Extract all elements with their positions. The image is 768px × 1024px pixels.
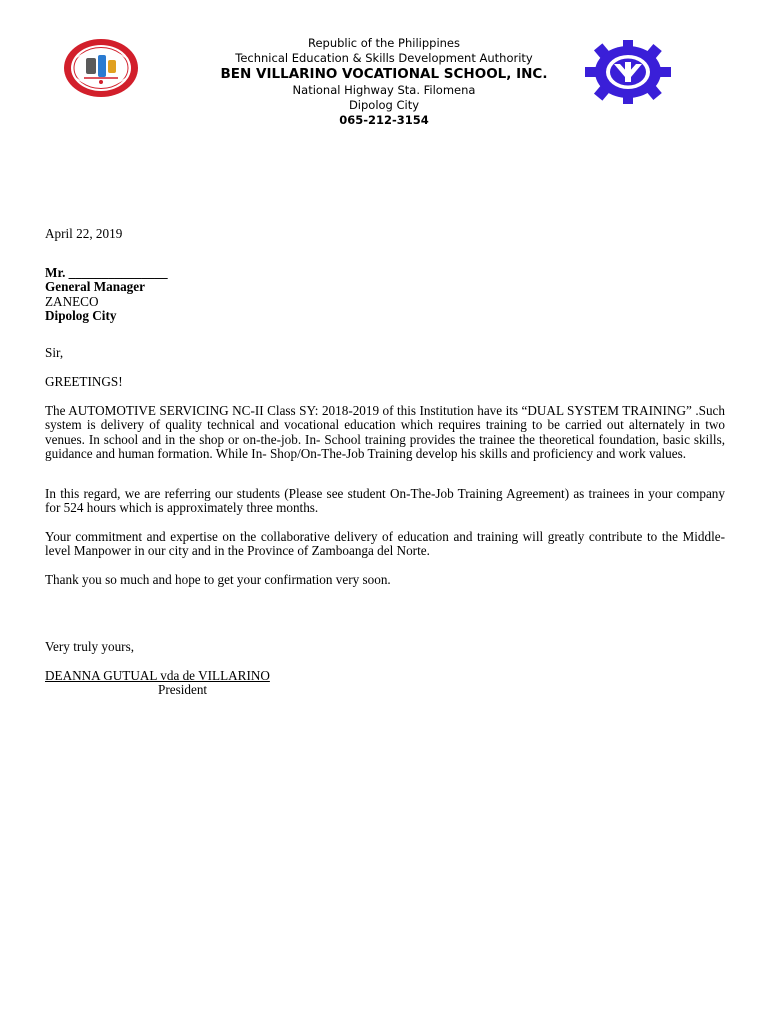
closing: Very truly yours, bbox=[45, 639, 135, 654]
letterhead-country: Republic of the Philippines bbox=[307, 36, 461, 50]
letterhead-city: Dipolog City bbox=[348, 98, 420, 112]
greeting: GREETINGS! bbox=[45, 374, 123, 389]
letterhead-agency: Technical Education & Skills Development Authority bbox=[235, 51, 533, 65]
signer-title: President bbox=[158, 682, 208, 698]
letterhead-phone: 065-212-3154 bbox=[339, 113, 429, 127]
paragraph-commitment: Your commitment and expertise on the collaborative delivery of education and training will greatly contribute to the Middle- level Manpower in our city and in the Province of Zamboanga del Norte. bbox=[45, 529, 725, 559]
recipient-company: ZANECO bbox=[45, 293, 99, 309]
signer-name: DEANNA GUTUAL vda de VILLARINO bbox=[45, 668, 270, 683]
signature-block bbox=[45, 669, 725, 698]
letterhead-address: National Highway Sta. Filomena bbox=[292, 83, 476, 97]
paragraph-dual-system: The AUTOMOTIVE SERVICING NC-II Class SY: 2018-2019 of this Institution have its “DUAL SYSTEM TRAINING” .Such system is delivery of quality technical and vocational education which requires training to be carried out alternately in two venues. In school and in the shop or on-the-job. In- School training provides the trainee the theoretical foundation, basic skills, guidance and human formation. While In- Shop/On-The-Job Training develop his skills and proficiency and work values. bbox=[45, 403, 725, 462]
recipient-block bbox=[45, 266, 725, 324]
letterhead-school-name: BEN VILLARINO VOCATIONAL SCHOOL, INC. bbox=[220, 66, 548, 82]
salutation: Sir, bbox=[45, 345, 64, 360]
recipient-city: Dipolog City bbox=[45, 308, 117, 324]
letter-date: April 22, 2019 bbox=[45, 226, 123, 241]
paragraph-referral: In this regard, we are referring our students (Please see student On-The-Job Training Agreement) as trainees in your company for 524 hours which is approximately three months. bbox=[45, 486, 725, 516]
paragraph-thanks: Thank you so much and hope to get your confirmation very soon. bbox=[45, 572, 391, 587]
letterhead bbox=[0, 36, 768, 128]
recipient-name: Mr. _______________ bbox=[45, 265, 168, 280]
recipient-position: General Manager bbox=[45, 279, 145, 295]
